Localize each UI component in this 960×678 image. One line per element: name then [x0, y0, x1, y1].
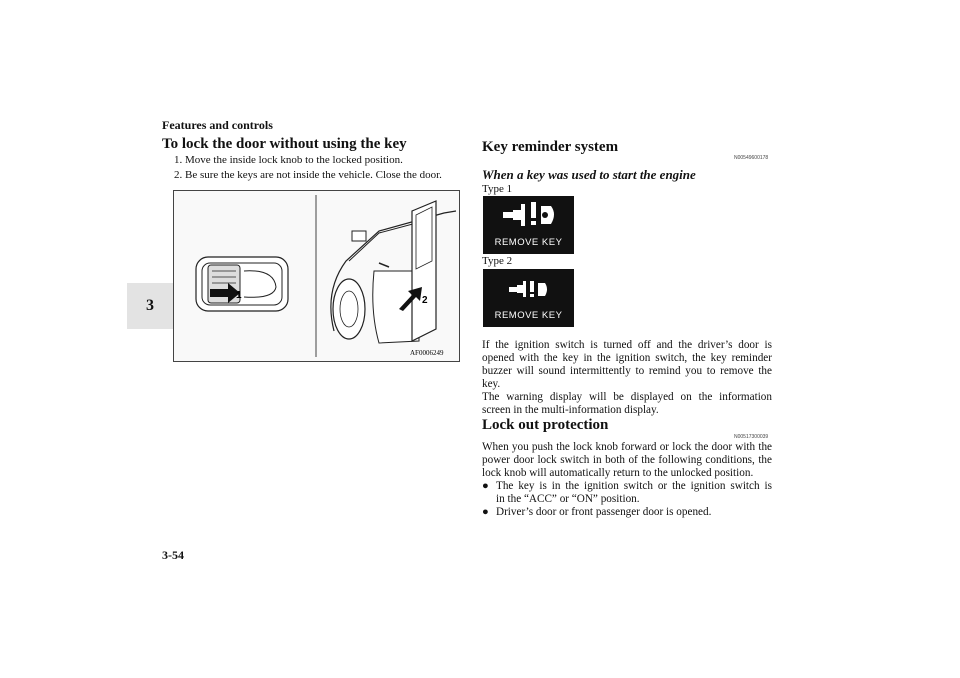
- step-1: 1. Move the inside lock knob to the locked position.: [174, 154, 403, 166]
- key-reminder-heading: Key reminder system: [482, 139, 619, 155]
- bullet-dot: ●: [482, 506, 489, 518]
- bullet-item-continuation: [482, 493, 772, 506]
- bullet-item: [482, 506, 772, 519]
- key-warning-icon: [509, 281, 547, 297]
- bullet-1-line-2: in the “ACC” or “ON” position.: [496, 493, 640, 505]
- page-number: 3-54: [162, 548, 184, 562]
- figure-code: AF0006249: [410, 349, 444, 357]
- key-warning-icon: [503, 202, 554, 226]
- bullet-1-line-1: The key is in the ignition switch or the ignition switch is: [496, 480, 772, 492]
- inside-handle-drawing: [196, 257, 288, 311]
- section-header: Features and controls: [162, 118, 273, 132]
- key-reminder-para-line-2: opened with the key in the ignition switch, the key reminder: [482, 352, 772, 364]
- type-2-display: [483, 269, 574, 327]
- door-lock-illustration: [173, 190, 460, 362]
- bullet-dot: ●: [482, 480, 489, 492]
- lock-out-heading: Lock out protection: [482, 417, 609, 433]
- type-1-label: Type 1: [482, 183, 513, 195]
- key-reminder-para-line-1: If the ignition switch is turned off and the driver’s door is: [482, 339, 772, 351]
- lock-out-para-line-1: When you push the lock knob forward or lock the door with the: [482, 441, 772, 453]
- callout-2: 2: [422, 295, 428, 306]
- key-reminder-subheading: When a key was used to start the engine: [482, 167, 696, 182]
- warning-display-para-line-1: The warning display will be displayed on the information: [482, 391, 772, 403]
- warning-display-para-line-2: screen in the multi-information display.: [482, 404, 659, 416]
- lock-out-para-line-3: lock knob will automatically return to the unlocked position.: [482, 467, 754, 479]
- type-2-text: REMOVE KEY: [494, 310, 563, 321]
- chapter-tab: 3: [127, 283, 173, 329]
- lock-out-code: N00517300039: [734, 434, 769, 440]
- lock-out-para-line-2: power door lock switch in both of the following conditions, the: [482, 454, 772, 466]
- bullet-2-line-1: Driver’s door or front passenger door is opened.: [496, 506, 712, 518]
- bullet-item: [482, 480, 772, 493]
- type-1-display: [483, 196, 574, 254]
- callout-1: 1: [236, 290, 242, 301]
- type-1-text: REMOVE KEY: [494, 237, 563, 248]
- lock-door-heading: To lock the door without using the key: [162, 136, 407, 152]
- step-2: 2. Be sure the keys are not inside the vehicle. Close the door.: [174, 169, 442, 181]
- type-2-label: Type 2: [482, 255, 513, 267]
- key-reminder-code: N00549600178: [734, 155, 769, 161]
- car-door-drawing: [331, 201, 456, 343]
- key-reminder-para-line-3: buzzer will sound intermittently to remind you to remove the: [482, 365, 772, 377]
- key-reminder-para-line-4: key.: [482, 378, 501, 390]
